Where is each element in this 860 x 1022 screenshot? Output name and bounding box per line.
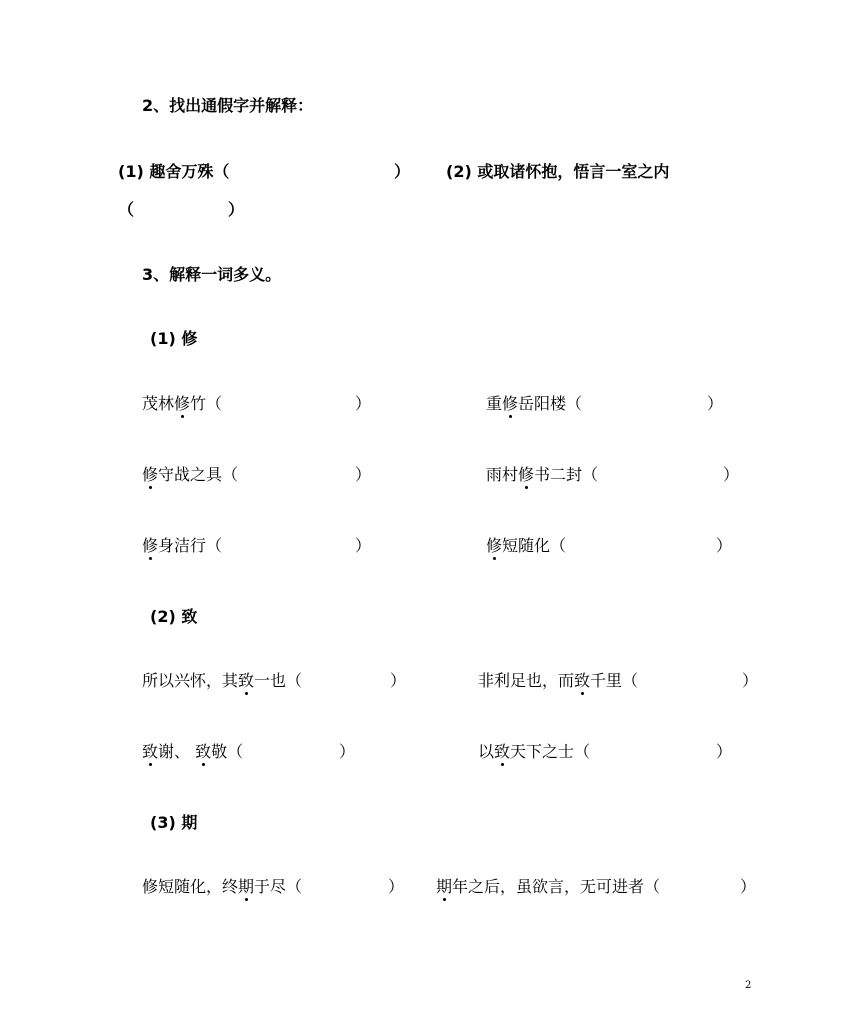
list-item: 所以兴怀，其致一也（ [142,671,303,690]
close-paren: ） [723,465,740,484]
emphasis-char: 期 [436,877,453,896]
q2-item2-label: (2) 或取诸怀抱，悟言一室之内 [446,162,670,181]
list-item: 修短随化（ [486,536,567,555]
emphasis-char: 修 [174,394,191,413]
list-item: 修守战之具（ [142,465,239,484]
q2-item2-open-paren: （ [118,200,135,219]
q2-item2-close-paren: ） [228,200,245,219]
list-item: 致谢、 致敬（ [142,742,244,761]
q2-heading: 2、找出通假字并解释： [142,96,314,115]
list-item: 非利足也，而致千里（ [478,671,639,690]
list-item: 修短随化，终期于尽（ [142,877,303,896]
emphasis-char: 修 [502,394,519,413]
close-paren: ） [339,742,356,761]
list-item: 茂林修竹（ [142,394,223,413]
page-number: 2 [745,980,752,991]
emphasis-char: 修 [486,536,503,555]
group-title-qi: (3) 期 [150,813,198,832]
list-item: 期年之后，虽欲言，无可进者（ [436,877,661,896]
list-item: 修身洁行（ [142,536,223,555]
emphasis-char: 修 [142,536,159,555]
close-paren: ） [355,394,372,413]
close-paren: ） [742,671,759,690]
close-paren: ） [355,465,372,484]
close-paren: ） [707,394,724,413]
q2-item1-close-paren: ） [394,162,411,181]
emphasis-char: 修 [518,465,535,484]
group-title-xiu: (1) 修 [150,329,198,348]
close-paren: ） [355,536,372,555]
emphasis-char: 致 [494,742,511,761]
list-item: 重修岳阳楼（ [486,394,583,413]
close-paren: ） [716,742,733,761]
close-paren: ） [390,671,407,690]
close-paren: ） [740,877,757,896]
close-paren: ） [388,877,405,896]
list-item: 以致天下之士（ [478,742,591,761]
q2-item1-label: (1) 趣舍万殊（ [118,162,230,181]
close-paren: ） [716,536,733,555]
q3-heading: 3、解释一词多义。 [142,265,282,284]
emphasis-char: 修 [142,465,159,484]
emphasis-char: 致 [574,671,591,690]
emphasis-char: 致 [238,671,255,690]
emphasis-char: 期 [238,877,255,896]
list-item: 雨村修书二封（ [486,465,599,484]
group-title-zhi: (2) 致 [150,607,198,626]
emphasis-char: 致 [195,742,212,761]
emphasis-char: 致 [142,742,159,761]
